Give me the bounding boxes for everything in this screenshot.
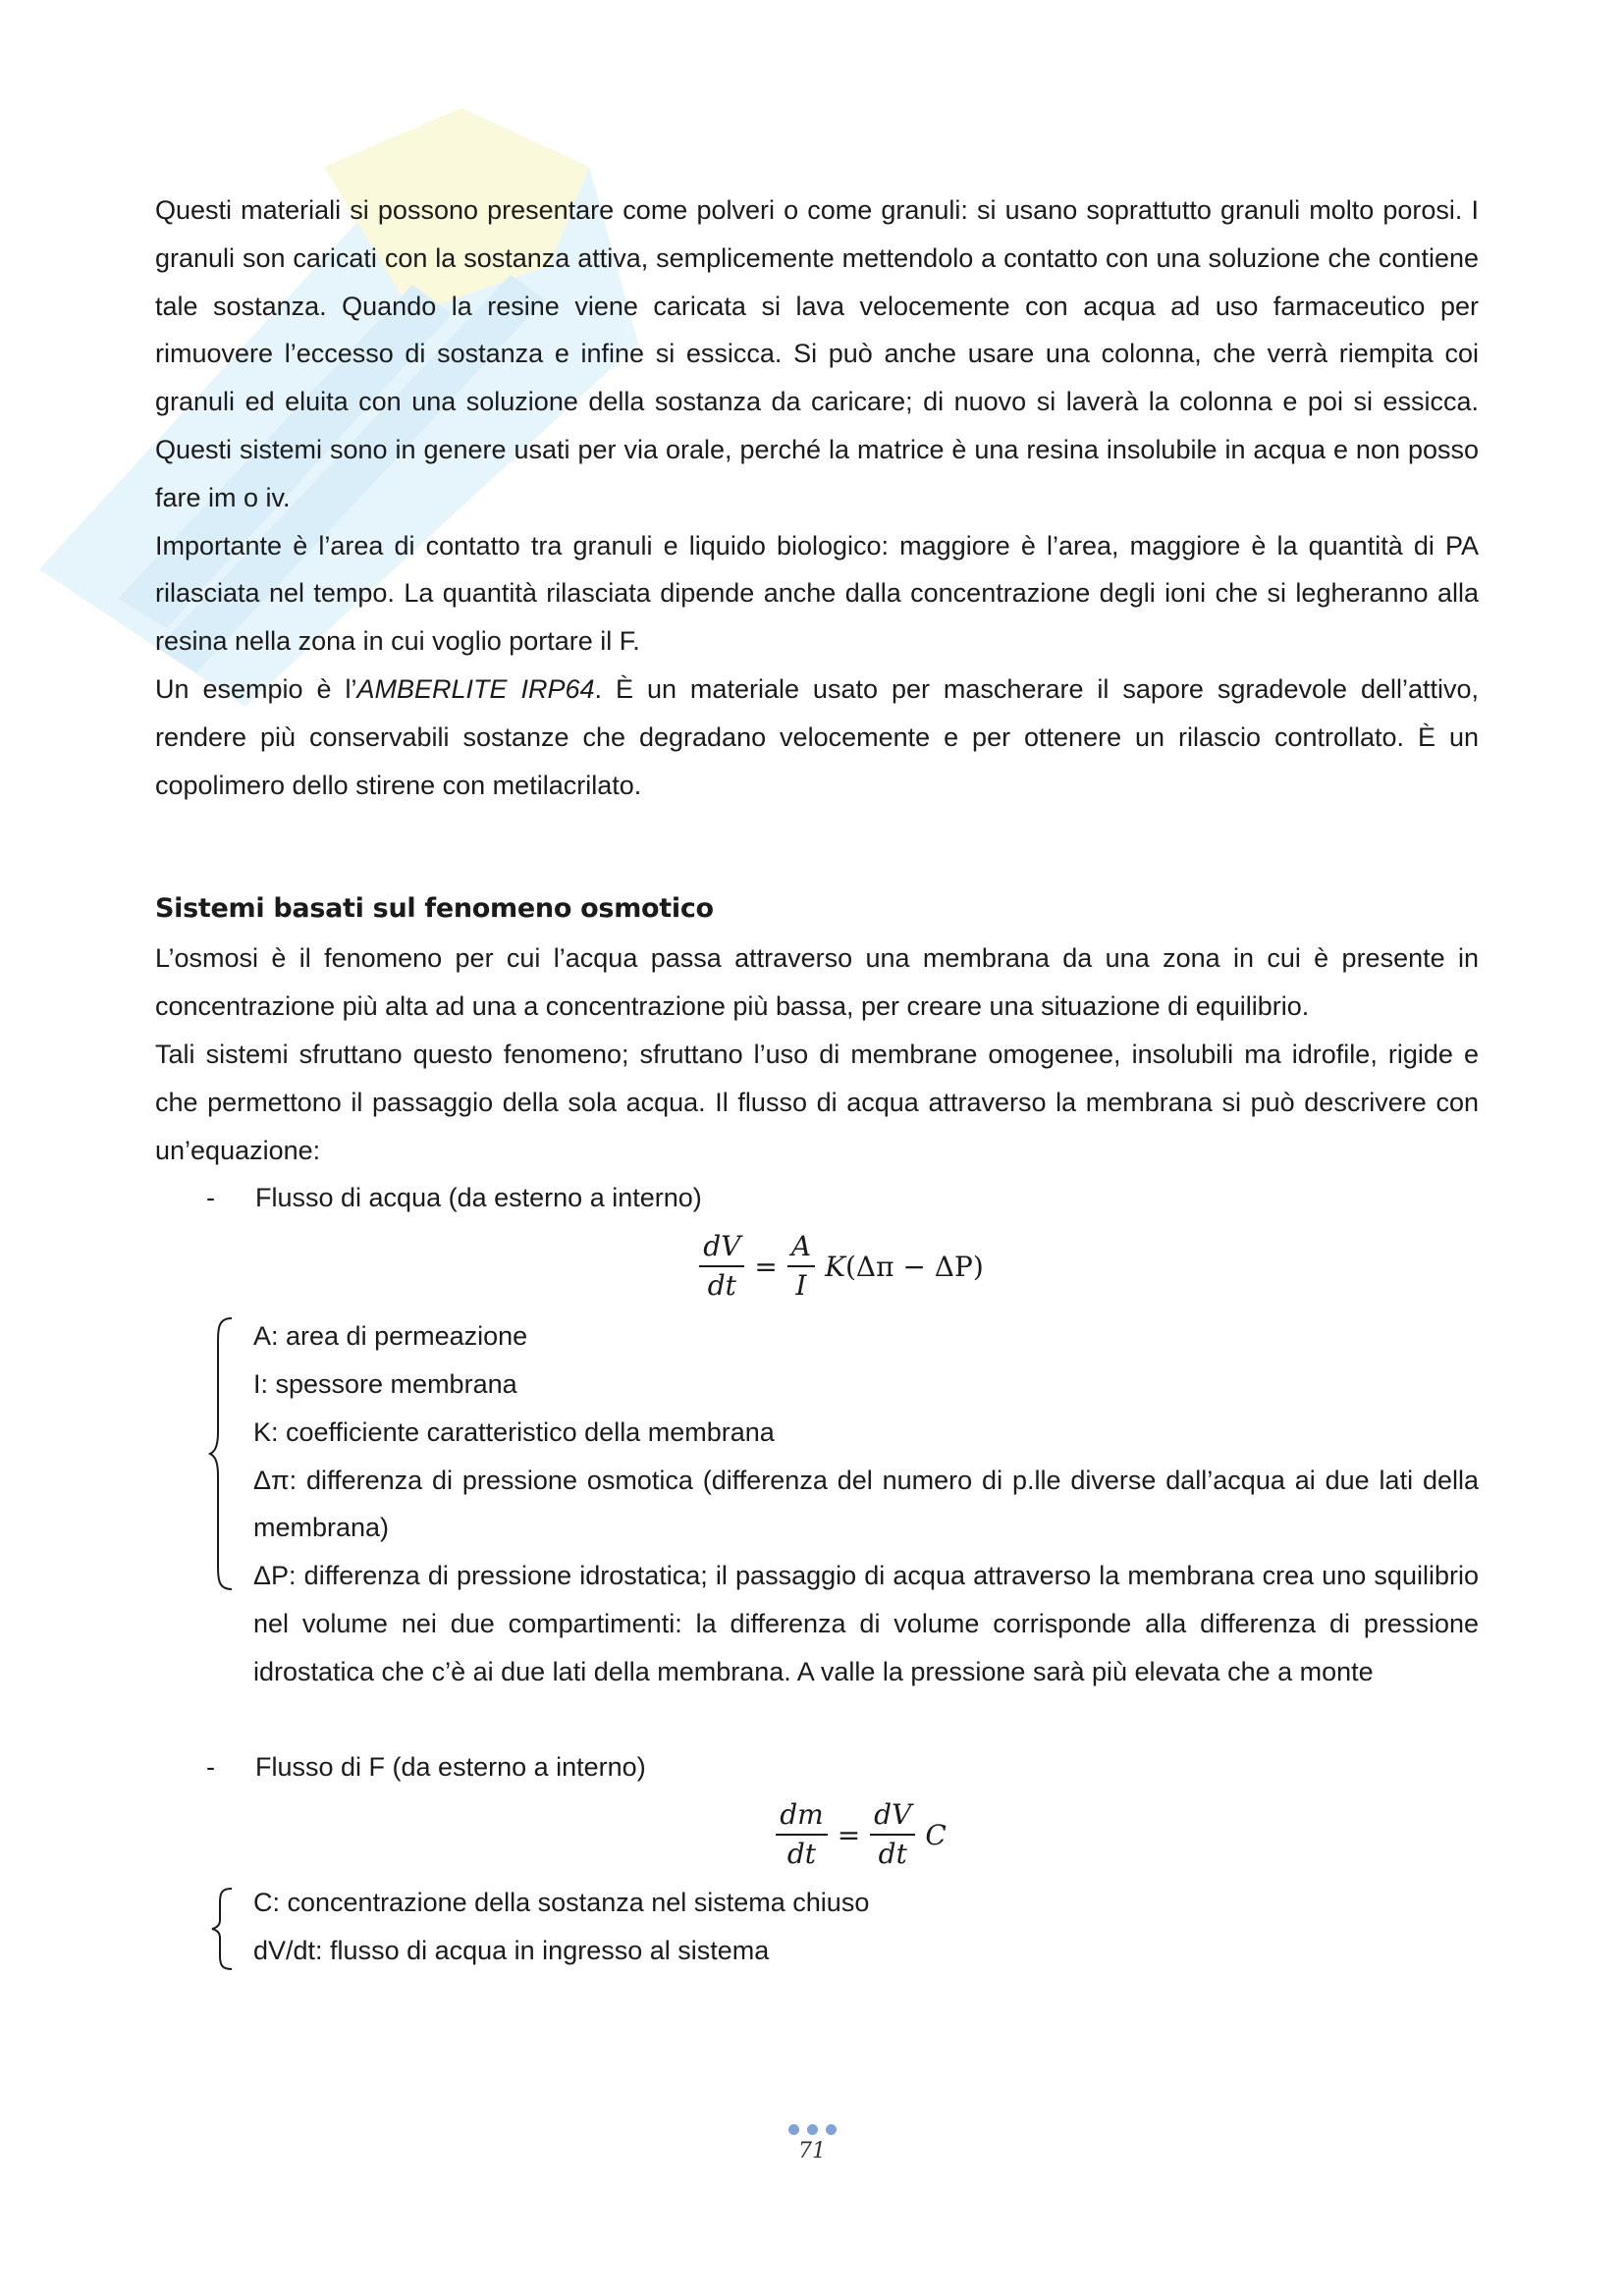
bullet-water-flux: [155, 1174, 1479, 1222]
definition-item: dV/dt: flusso di acqua in ingresso al sistema: [253, 1936, 770, 1966]
footer-dot-icon: [807, 2124, 818, 2135]
equation-k: K: [825, 1250, 845, 1283]
fraction-denominator: dt: [707, 1269, 736, 1303]
curly-brace-icon: [208, 1316, 236, 1591]
fraction-dv-dt: [870, 1798, 915, 1871]
definition-item: Δπ: differenza di pressione osmotica (differenza del numero di p.lle diverse dall’acqua ai due lati della membrana): [253, 1465, 1479, 1543]
fraction-denominator: dt: [878, 1838, 907, 1871]
footer-dot-icon: [788, 2124, 799, 2135]
fraction-numerator: A: [787, 1230, 815, 1267]
fraction-denominator: I: [795, 1269, 807, 1303]
fraction-numerator: dV: [870, 1798, 915, 1836]
bullet-text: Flusso di acqua (da esterno a interno): [255, 1183, 702, 1213]
page-number: 71: [798, 2139, 826, 2163]
definition-item: C: concentrazione della sostanza nel sistema chiuso: [253, 1888, 870, 1918]
document-page: [155, 187, 1479, 1975]
fraction-dm-dt: [776, 1798, 827, 1871]
paragraph-resin-loading: Questi materiali si possono presentare come polveri o come granuli: si usano soprattutto granuli molto porosi. I granuli son caricati con la sostanza attiva, semplicemente mettendolo a contatto con una soluzione che contiene tale sostanza. Quando la resine viene caricata si lava velocemente con acqua ad uso farmaceutico per rimuovere l’eccesso di sostanza e infine si essicca. Si può anche usare una colonna, che verrà riempita coi granuli ed eluita con una soluzione della sostanza da caricare; di nuovo si laverà la colonna e poi si essicca. Questi sistemi sono in genere usati per via orale, perché la matrice è una resina insolubile in acqua e non posso fare im o iv.: [155, 195, 1479, 512]
bullet-drug-flux: [155, 1743, 1479, 1791]
curly-brace-icon: [208, 1883, 236, 1973]
bullet-text: Flusso di F (da esterno a interno): [255, 1751, 646, 1782]
fraction-dv-dt: [699, 1230, 744, 1303]
fraction-numerator: dm: [776, 1798, 827, 1836]
page-footer: [0, 2124, 1624, 2163]
section-heading-osmotic: Sistemi basati sul fenomeno osmotico: [155, 893, 714, 925]
paragraph-amberlite: [155, 666, 1479, 809]
spacer: [155, 1696, 1479, 1743]
definitions-drug-flux: [155, 1879, 1479, 1975]
footer-dots: [0, 2124, 1624, 2135]
fraction-numerator: dV: [699, 1230, 744, 1267]
equals-sign: =: [754, 1250, 778, 1283]
amberlite-name: AMBERLITE IRP64: [356, 673, 595, 704]
definitions-water-flux: [155, 1312, 1479, 1695]
equation-tail: C: [925, 1818, 947, 1851]
bullet-dash: -: [206, 1751, 215, 1782]
bullet-dash: -: [206, 1183, 215, 1213]
equation-tail: [825, 1251, 984, 1283]
equation-water-flux: [155, 1230, 1479, 1303]
fraction-a-i: [787, 1230, 815, 1303]
definition-item: A: area di permeazione: [253, 1321, 528, 1352]
equation-paren: (Δπ − ΔP): [844, 1250, 984, 1283]
definition-item: I: spessore membrana: [253, 1368, 517, 1399]
definition-item: ΔP: differenza di pressione idrostatica; il passaggio di acqua attraverso la membrana crea uno squilibrio nel volume nei due compartimenti: la differenza di volume corrisponde alla differenza di pressione idrostatica che c’è ai due lati della membrana. A valle la pressione sarà più elevata che a monte: [253, 1561, 1479, 1686]
equals-sign: =: [837, 1818, 861, 1851]
amberlite-before: Un esempio è l’: [155, 673, 357, 704]
footer-dot-icon: [826, 2124, 837, 2135]
amberlite-after: . È un materiale usato per mascherare il sapore sgradevole dell’attivo, rendere più conservabili sostanze che degradano velocemente e per ottenere un rilascio controllato. È un copolimero dello stirene con metilacrilato.: [155, 673, 1480, 800]
paragraph-osmosis-definition: L’osmosi è il fenomeno per cui l’acqua passa attraverso una membrana da una zona in cui è presente in concentrazione più alta ad una a concentrazione più bassa, per creare una situazione di equilibrio.: [155, 943, 1479, 1022]
paragraph-contact-area: Importante è l’area di contatto tra granuli e liquido biologico: maggiore è l’area, maggiore è la quantità di PA rilasciata nel tempo. La quantità rilasciata dipende anche dalla concentrazione degli ioni che si legheranno alla resina nella zona in cui voglio portare il F.: [155, 530, 1479, 657]
paragraph-osmotic-systems: Tali sistemi sfruttano questo fenomeno; sfruttano l’uso di membrane omogenee, insolubili ma idrofile, rigide e che permettono il passaggio della sola acqua. Il flusso di acqua attraverso la membrana si può descrivere con un’equazione:: [155, 1039, 1479, 1165]
definition-item: K: coefficiente caratteristico della membrana: [253, 1416, 775, 1447]
equation-drug-flux: [155, 1798, 1479, 1871]
fraction-denominator: dt: [786, 1838, 817, 1871]
